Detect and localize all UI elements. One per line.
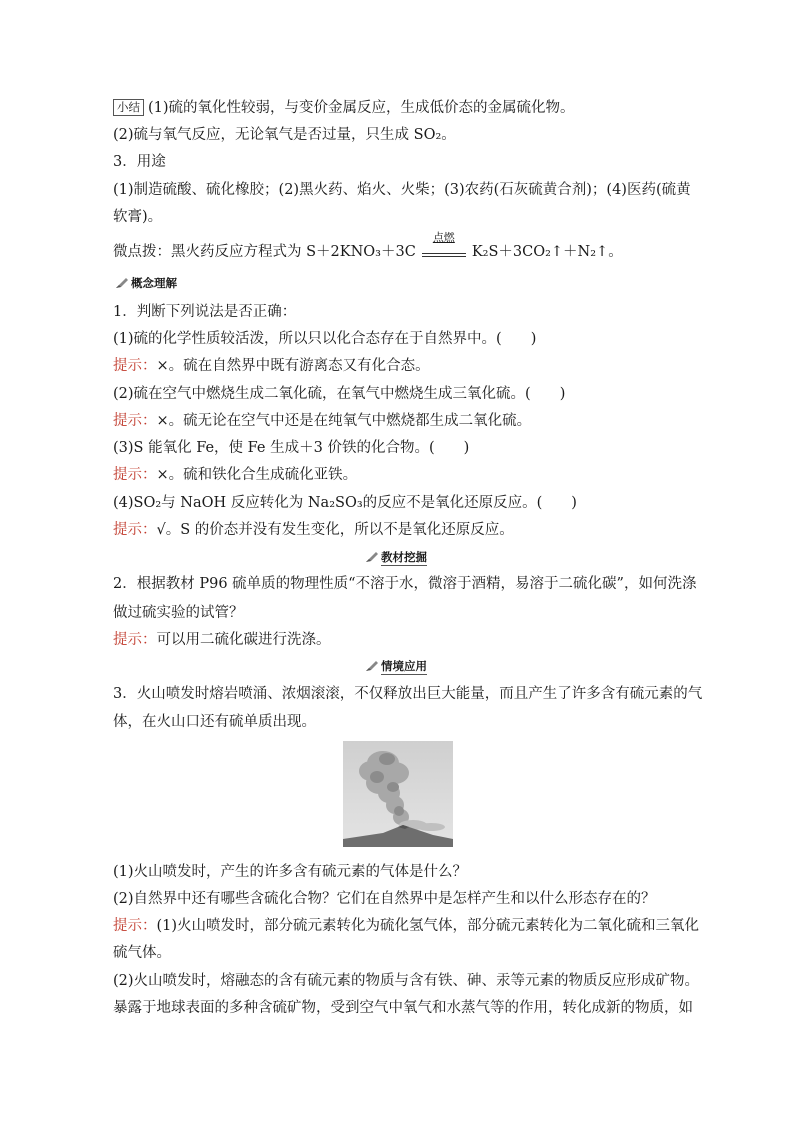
volcano-eruption-image	[343, 741, 453, 847]
uses-heading: 3．用途	[113, 154, 166, 170]
summary-tag: 小结	[113, 99, 144, 116]
summary-line-2: (2)硫与氧气反应，无论氧气是否过量，只生成 SO₂。	[113, 127, 456, 143]
textbook-hint: 提示：可以用二硫化碳进行洗涤。	[113, 632, 331, 648]
pen-icon	[365, 551, 379, 563]
concept-header: 概念理解	[115, 275, 177, 291]
reaction-arrow	[422, 231, 466, 262]
context-question-line-2: 体，在火山口还有硫单质出现。	[113, 714, 316, 730]
hint-label: 提示：	[113, 522, 157, 538]
textbook-header: 教材挖掘	[365, 549, 427, 565]
context-subquestion-2: (2)自然界中还有哪些含硫化合物？它们在自然界中是怎样产生和以什么形态存在的？	[113, 891, 656, 907]
context-hint-1-line-1: 提示：(1)火山喷发时，部分硫元素转化为硫化氢气体，部分硫元素转化为二氧化硫和三氧化	[113, 918, 700, 934]
context-question-line-1: 3．火山喷发时熔岩喷涌、浓烟滚滚，不仅释放出巨大能量，而且产生了许多含有硫元素的气	[113, 686, 703, 702]
context-hint-1-line-2: 硫气体。	[113, 945, 171, 961]
concept-hint-1: 提示：×。硫在自然界中既有游离态又有化合态。	[113, 358, 430, 374]
tip-suffix: K₂S＋3CO₂↑＋N₂↑。	[471, 244, 623, 260]
hint-label: 提示：	[113, 918, 157, 934]
uses-line-1: (1)制造硫酸、硫化橡胶；(2)黑火药、焰火、火柴；(3)农药(石灰硫黄合剂)；(4)医药(硫黄	[113, 182, 691, 198]
summary-text-1: (1)硫的氧化性较弱，与变价金属反应，生成低价态的金属硫化物。	[148, 100, 575, 116]
summary-line-1	[113, 98, 683, 118]
volcano-photo	[343, 741, 453, 847]
textbook-question-line-1: 2．根据教材 P96 硫单质的物理性质“不溶于水，微溶于酒精，易溶于二硫化碳”，如何洗涤	[113, 576, 697, 592]
concept-intro: 1．判断下列说法是否正确：	[113, 304, 297, 320]
concept-question-2: (2)硫在空气中燃烧生成二氧化硫，在氧气中燃烧生成三氧化硫。( )	[113, 386, 566, 402]
context-subquestion-1: (1)火山喷发时，产生的许多含有硫元素的气体是什么？	[113, 864, 468, 880]
concept-question-3: (3)S 能氧化 Fe，使 Fe 生成＋3 价铁的化合物。( )	[113, 440, 470, 456]
context-hint-2-line-1: (2)火山喷发时，熔融态的含有硫元素的物质与含有铁、砷、汞等元素的物质反应形成矿物。	[113, 973, 700, 989]
tip-prefix: 微点拨：黑火药反应方程式为 S＋2KNO₃＋3C	[113, 244, 416, 260]
textbook-question-line-2: 做过硫实验的试管？	[113, 605, 244, 621]
context-header: 情境应用	[365, 658, 427, 674]
concept-hint-4: 提示：√。S 的价态并没有发生变化，所以不是氧化还原反应。	[113, 522, 514, 538]
hint-label: 提示：	[113, 358, 157, 374]
reaction-condition: 点燃	[432, 231, 455, 244]
hint-label: 提示：	[113, 413, 157, 429]
concept-hint-2: 提示：×。硫无论在空气中还是在纯氧气中燃烧都生成二氧化硫。	[113, 413, 532, 429]
hint-label: 提示：	[113, 467, 157, 483]
concept-question-1: (1)硫的化学性质较活泼，所以只以化合态存在于自然界中。( )	[113, 331, 537, 347]
tip-equation	[113, 231, 683, 262]
hint-label: 提示：	[113, 632, 157, 648]
concept-question-4: (4)SO₂与 NaOH 反应转化为 Na₂SO₃的反应不是氧化还原反应。( )	[113, 495, 577, 511]
context-hint-2-line-2: 暴露于地球表面的多种含硫矿物，受到空气中氧气和水蒸气等的作用，转化成新的物质，如	[113, 1000, 693, 1016]
pen-icon	[115, 277, 129, 289]
pen-icon	[365, 660, 379, 672]
concept-hint-3: 提示：×。硫和铁化合生成硫化亚铁。	[113, 467, 358, 483]
uses-line-2: 软膏)。	[113, 209, 163, 225]
